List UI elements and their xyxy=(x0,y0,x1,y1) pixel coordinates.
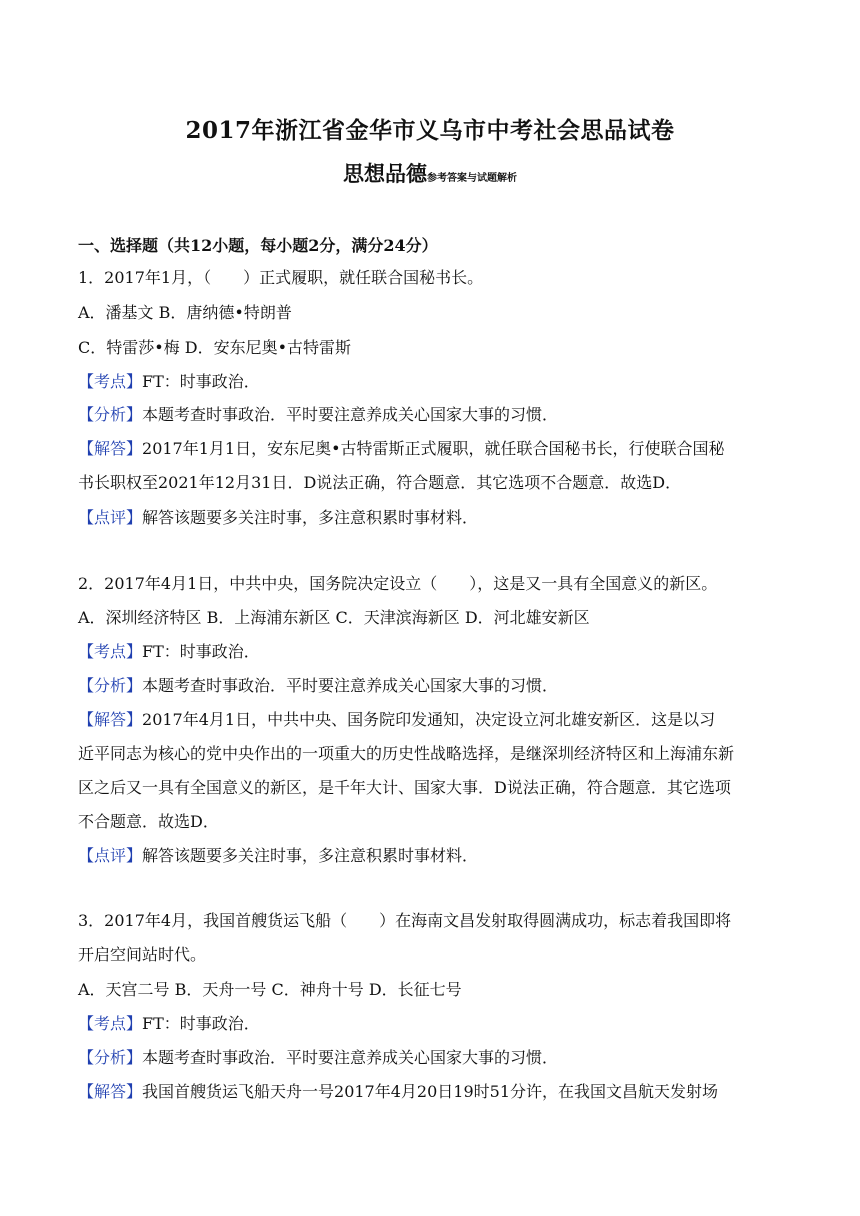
q2-kaodian xyxy=(78,642,786,662)
q1-kaodian xyxy=(78,372,786,392)
fenxi-tag: 【分析】 xyxy=(78,676,143,695)
q1-fenxi xyxy=(78,405,786,425)
q2-jieda-line-2: 近平同志为核心的党中央作出的一项重大的历史性战略选择，是继深圳经济特区和上海浦东新 xyxy=(78,744,735,763)
fenxi-text: 本题考查时事政治．平时要注意养成关心国家大事的习惯． xyxy=(142,1048,559,1067)
q1-dianping xyxy=(78,508,786,528)
subtitle-small: 参考答案与试题解析 xyxy=(427,173,517,184)
fenxi-tag: 【分析】 xyxy=(78,1048,143,1067)
dianping-tag: 【点评】 xyxy=(78,508,143,527)
subtitle-main: 思想品德 xyxy=(343,161,427,186)
q3-stem-line-1: 3．2017年4月，我国首艘货运飞船（ ）在海南文昌发射取得圆满成功，标志着我国即将 xyxy=(78,911,732,930)
section-heading: 一、选择题（共12小题，每小题2分，满分24分） xyxy=(78,236,438,255)
q1-options-line-2: C．特雷莎•梅 D．安东尼奥•古特雷斯 xyxy=(78,338,352,357)
jieda-text: 我国首艘货运飞船天舟一号2017年4月20日19时51分许，在我国文昌航天发射场 xyxy=(142,1082,718,1101)
jieda-text: 2017年1月1日，安东尼奥•古特雷斯正式履职，就任联合国秘书长，行使联合国秘 xyxy=(142,439,725,458)
fenxi-text: 本题考查时事政治．平时要注意养成关心国家大事的习惯． xyxy=(142,676,559,695)
page-title: 2017年浙江省金华市义乌市中考社会思品试卷 xyxy=(185,117,675,144)
q2-jieda-line-1 xyxy=(78,710,786,730)
jieda-tag: 【解答】 xyxy=(78,439,143,458)
q2-dianping xyxy=(78,846,786,866)
kaodian-tag: 【考点】 xyxy=(78,372,143,391)
kaodian-tag: 【考点】 xyxy=(78,642,143,661)
q2-options-line-1: A．深圳经济特区 B．上海浦东新区 C．天津滨海新区 D．河北雄安新区 xyxy=(78,608,590,627)
q1-jieda-line-2: 书长职权至2021年12月31日．D说法正确，符合题意．其它选项不合题意．故选D． xyxy=(78,473,682,492)
q1-jieda-line-1 xyxy=(78,439,786,459)
q2-jieda-line-3: 区之后又一具有全国意义的新区，是千年大计、国家大事．D说法正确，符合题意．其它选项 xyxy=(78,778,731,797)
jieda-tag: 【解答】 xyxy=(78,710,143,729)
kaodian-tag: 【考点】 xyxy=(78,1014,143,1033)
q3-options-line-1: A．天宫二号 B．天舟一号 C．神舟十号 D．长征七号 xyxy=(78,980,462,999)
q1-options-line-1: A．潘基文 B．唐纳德•特朗普 xyxy=(78,303,292,322)
q3-kaodian xyxy=(78,1014,786,1034)
kaodian-text: FT：时事政治． xyxy=(142,642,260,661)
jieda-tag: 【解答】 xyxy=(78,1082,143,1101)
dianping-tag: 【点评】 xyxy=(78,846,143,865)
dianping-text: 解答该题要多关注时事，多注意积累时事材料． xyxy=(142,508,479,527)
q1-stem-line-1: 1．2017年1月，（ ）正式履职，就任联合国秘书长。 xyxy=(78,268,484,287)
kaodian-text: FT：时事政治． xyxy=(142,1014,260,1033)
dianping-text: 解答该题要多关注时事，多注意积累时事材料． xyxy=(142,846,479,865)
jieda-text: 2017年4月1日，中共中央、国务院印发通知，决定设立河北雄安新区．这是以习 xyxy=(142,710,716,729)
kaodian-text: FT：时事政治． xyxy=(142,372,260,391)
q2-stem-line-1: 2．2017年4月1日，中共中央，国务院决定设立（ ），这是又一具有全国意义的新区。 xyxy=(78,574,718,593)
page-subtitle xyxy=(0,158,860,188)
fenxi-tag: 【分析】 xyxy=(78,405,143,424)
q2-jieda-line-4: 不合题意．故选D． xyxy=(78,812,219,831)
q3-stem-line-2: 开启空间站时代。 xyxy=(78,945,207,964)
fenxi-text: 本题考查时事政治．平时要注意养成关心国家大事的习惯． xyxy=(142,405,559,424)
q3-fenxi xyxy=(78,1048,786,1068)
q3-jieda-line-1 xyxy=(78,1082,786,1102)
q2-fenxi xyxy=(78,676,786,696)
